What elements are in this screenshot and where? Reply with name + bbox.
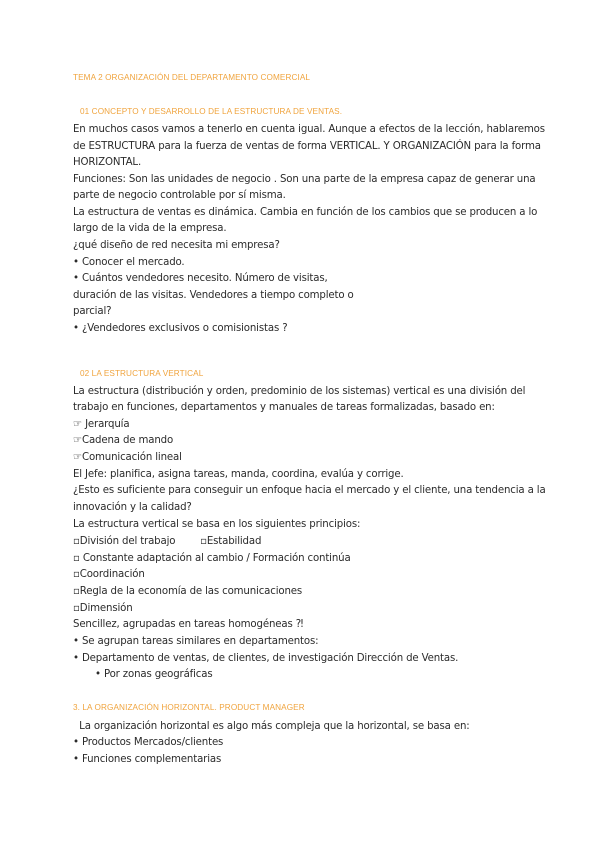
sec3-line: La organización horizontal es algo más compleja que la horizontal, se basa en: [73, 721, 470, 732]
sec2-line: La estructura vertical se basa en los siguientes principios: [73, 519, 361, 530]
section-3-heading: 3. LA ORGANIZACIÓN HORIZONTAL. PRODUCT MANAGER [73, 703, 305, 712]
sec2-principle: ▫Regla de la economía de las comunicaciones [73, 586, 303, 597]
sec2-line: innovación y la calidad? [73, 502, 192, 513]
sec1-bullet: • Cuántos vendedores necesito. Número de visitas, [73, 273, 328, 284]
sec1-line: Funciones: Son las unidades de negocio . Son una parte de la empresa capaz de generar una [73, 174, 536, 185]
sec1-bullet: • ¿Vendedores exclusivos o comisionistas ? [73, 323, 288, 334]
sec1-line: parcial? [73, 306, 112, 317]
sec2-sub-bullet: • Por zonas geográficas [95, 669, 213, 680]
sec3-bullet: • Productos Mercados/clientes [73, 737, 224, 748]
sec1-line: largo de la vida de la empresa. [73, 223, 227, 234]
sec1-line: ¿qué diseño de red necesita mi empresa? [73, 240, 280, 251]
sec2-pointer-item: ☞ Jerarquía [73, 419, 130, 430]
sec2-line: ¿Esto es suficiente para conseguir un enfoque hacia el mercado y el cliente, una tendencia a la [73, 485, 546, 496]
section-1-heading: 01 CONCEPTO Y DESARROLLO DE LA ESTRUCTURA DE VENTAS. [80, 107, 343, 116]
sec2-principle: ▫Coordinación [73, 569, 145, 580]
sec1-line: de ESTRUCTURA para la fuerza de ventas de forma VERTICAL. Y ORGANIZACIÓN para la forma [73, 141, 541, 152]
sec2-principle: ▫ Constante adaptación al cambio / Formación continúa [73, 553, 351, 564]
sec2-principle: ▫Dimensión [73, 603, 133, 614]
sec2-line: Sencillez, agrupadas en tareas homogéneas ⁈ [73, 619, 304, 630]
sec2-line: La estructura (distribución y orden, predominio de los sistemas) vertical es una división del [73, 386, 526, 397]
sec1-line: En muchos casos vamos a tenerlo en cuenta igual. Aunque a efectos de la lección, hablaremos [73, 124, 545, 135]
sec1-line: duración de las visitas. Vendedores a tiempo completo o [73, 290, 354, 301]
sec2-pointer-item: ☞Cadena de mando [73, 435, 174, 446]
sec2-bullet: • Departamento de ventas, de clientes, de investigación Dirección de Ventas. [73, 653, 459, 664]
sec2-bullet: • Se agrupan tareas similares en departamentos: [73, 636, 319, 647]
sec3-bullet: • Funciones complementarias [73, 754, 222, 765]
sec1-line: parte de negocio controlable por sí misma. [73, 190, 286, 201]
sec2-principle: ▫División del trabajo ▫Estabilidad [73, 536, 262, 547]
sec1-line: La estructura de ventas es dinámica. Cambia en función de los cambios que se producen a lo [73, 207, 538, 218]
section-2-heading: 02 LA ESTRUCTURA VERTICAL [80, 369, 204, 378]
sec2-pointer-item: ☞Comunicación lineal [73, 452, 182, 463]
sec1-line: HORIZONTAL. [73, 157, 142, 168]
tema-title: TEMA 2 ORGANIZACIÓN DEL DEPARTAMENTO COMERCIAL [73, 73, 311, 82]
sec2-line: El Jefe: planifica, asigna tareas, manda, coordina, evalúa y corrige. [73, 469, 404, 480]
sec2-line: trabajo en funciones, departamentos y manuales de tareas formalizadas, basado en: [73, 402, 495, 413]
sec1-bullet: • Conocer el mercado. [73, 257, 185, 268]
